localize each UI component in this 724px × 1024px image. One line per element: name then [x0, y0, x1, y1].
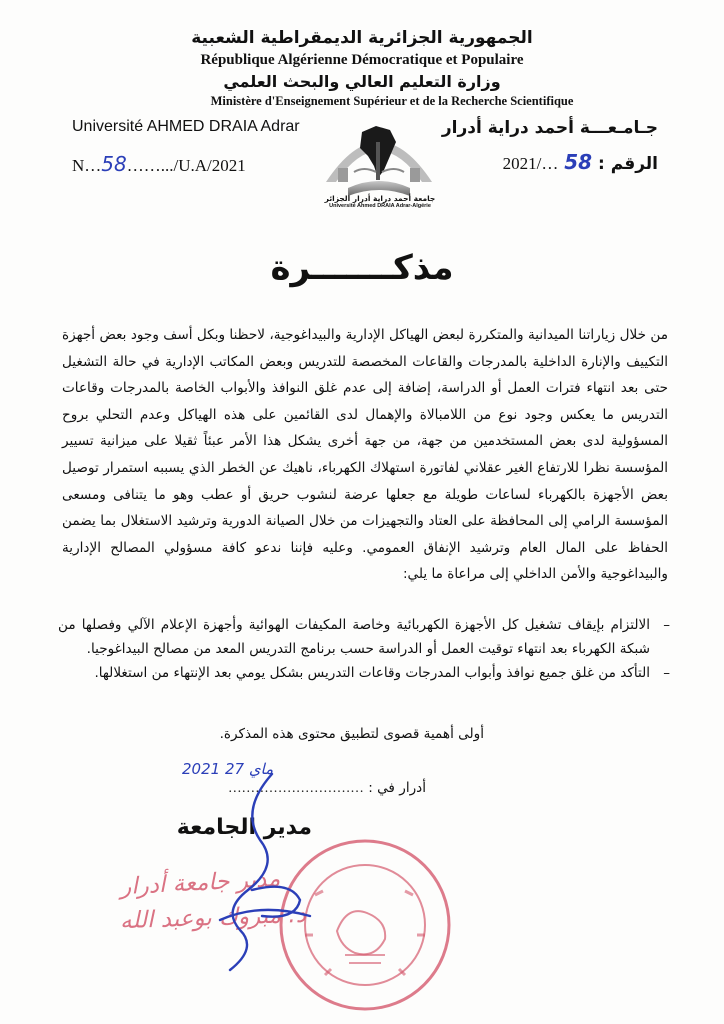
signature-icon	[200, 770, 320, 990]
handwritten-date: 2021 ماي 27	[182, 760, 274, 778]
ministry-arabic: وزارة التعليم العالي والبحث العلمي	[223, 72, 501, 91]
list-item: – الالتزام بإيقاف تشغيل كل الأجهزة الكهربائية وخاصة المكيفات الهوائية وأجهزة الإعلام الآلي وفصلها من شبكة الكهرباء بعد انتهاء توقيت العمل أو الدراسة حسب برنامج التدريس المعد من مصالح البيداغوجيا.	[58, 613, 672, 661]
instructions-list	[58, 613, 672, 685]
logo-caption-arabic: جامعة أحمد دراية أدرار الجزائر	[324, 194, 436, 203]
republic-arabic: الجمهورية الجزائرية الديمقراطية الشعبية	[191, 28, 533, 48]
reference-number-french	[72, 152, 246, 176]
ref-handwritten-number-arabic: 58	[564, 150, 593, 174]
place-dots: …………………………	[227, 780, 364, 795]
reference-number-arabic	[503, 150, 658, 174]
ref-prefix: N…	[72, 156, 102, 175]
university-name-french: Université AHMED DRAIA Adrar	[72, 118, 300, 135]
republic-french: République Algérienne Démocratique et Populaire	[200, 52, 524, 68]
list-item: – التأكد من غلق جميع نوافذ وأبواب المدرجات وقاعات التدريس بشكل يومي بعد الإنتهاء من استغلالها.	[58, 661, 672, 685]
ref-label-arabic: الرقم :	[598, 154, 658, 174]
seal-line-1: مدير جامعة أدرار	[119, 865, 281, 901]
logo-caption-french: Université Ahmed DRAIA Adrar-Algérie	[329, 203, 431, 209]
ref-year-arabic: 2021/…	[502, 154, 559, 173]
place-label: أدرار في :	[368, 780, 426, 796]
signer-title: مدير الجامعة	[176, 815, 312, 840]
ref-suffix: …….../U.A/2021	[126, 156, 246, 175]
ref-handwritten-number: 58	[101, 152, 127, 176]
ministry-french: Ministère d'Enseignement Supérieur et de la Recherche Scientifique	[210, 94, 574, 108]
university-name-arabic: جـامـعـــة أحمد دراية أدرار	[441, 118, 658, 138]
memo-title: مذكـــــــرة	[270, 248, 454, 288]
closing-line: أولى أهمية قصوى لتطبيق محتوى هذه المذكرة.	[219, 726, 484, 742]
memo-body: من خلال زياراتنا الميدانية والمتكررة لبعض الهياكل الإدارية والبيداغوجية، لاحظنا وبكل أسف وجود بعض أجهزة التكييف والإنارة الداخلية بالمدرجات والقاعات المخصصة للتدريس وبعض المكاتب الإدارية في حالة التشغيل حتى بعد انتهاء فترات العمل أو الدراسة، إضافة إلى عدم غلق النوافذ والأبواب الخاصة بالمدرجات وقاعات التدريس ما يعكس وجود نوع من اللامبالاة والإهمال لدى القائمين على هذه الهياكل وعدم التحلي بروح المسؤولية لدى بعض المستخدمين من جهة، من جهة أخرى يشكل هذا الأمر عبئاً ثقيلا على ميزانية تسيير المؤسسة نظرا للارتفاع الغير عقلاني لفاتورة استهلاك الكهرباء، ناهيك عن الخطر الذي يسببه استمرار توصيل بعض الأجهزة بالكهرباء لساعات طويلة مع جعلها عرضة لنشوب حريق أو عطب وهو ما يتنافى ومسعى المؤسسة الرامي إلى المحافظة على العتاد والتجهيزات من خلال الصيانة الدورية وترشيد الاستغلال بما يضمن الحفاظ على المال العام وترشيد الإنفاق العمومي. وعليه فإننا ندعو كافة مسؤولي المصالح الإدارية والبيداغوجية والأمن الداخلي إلى مراعاة ما يلي:	[62, 327, 668, 583]
seal-line-2: د. مبروك بوعبد الله	[119, 901, 307, 935]
